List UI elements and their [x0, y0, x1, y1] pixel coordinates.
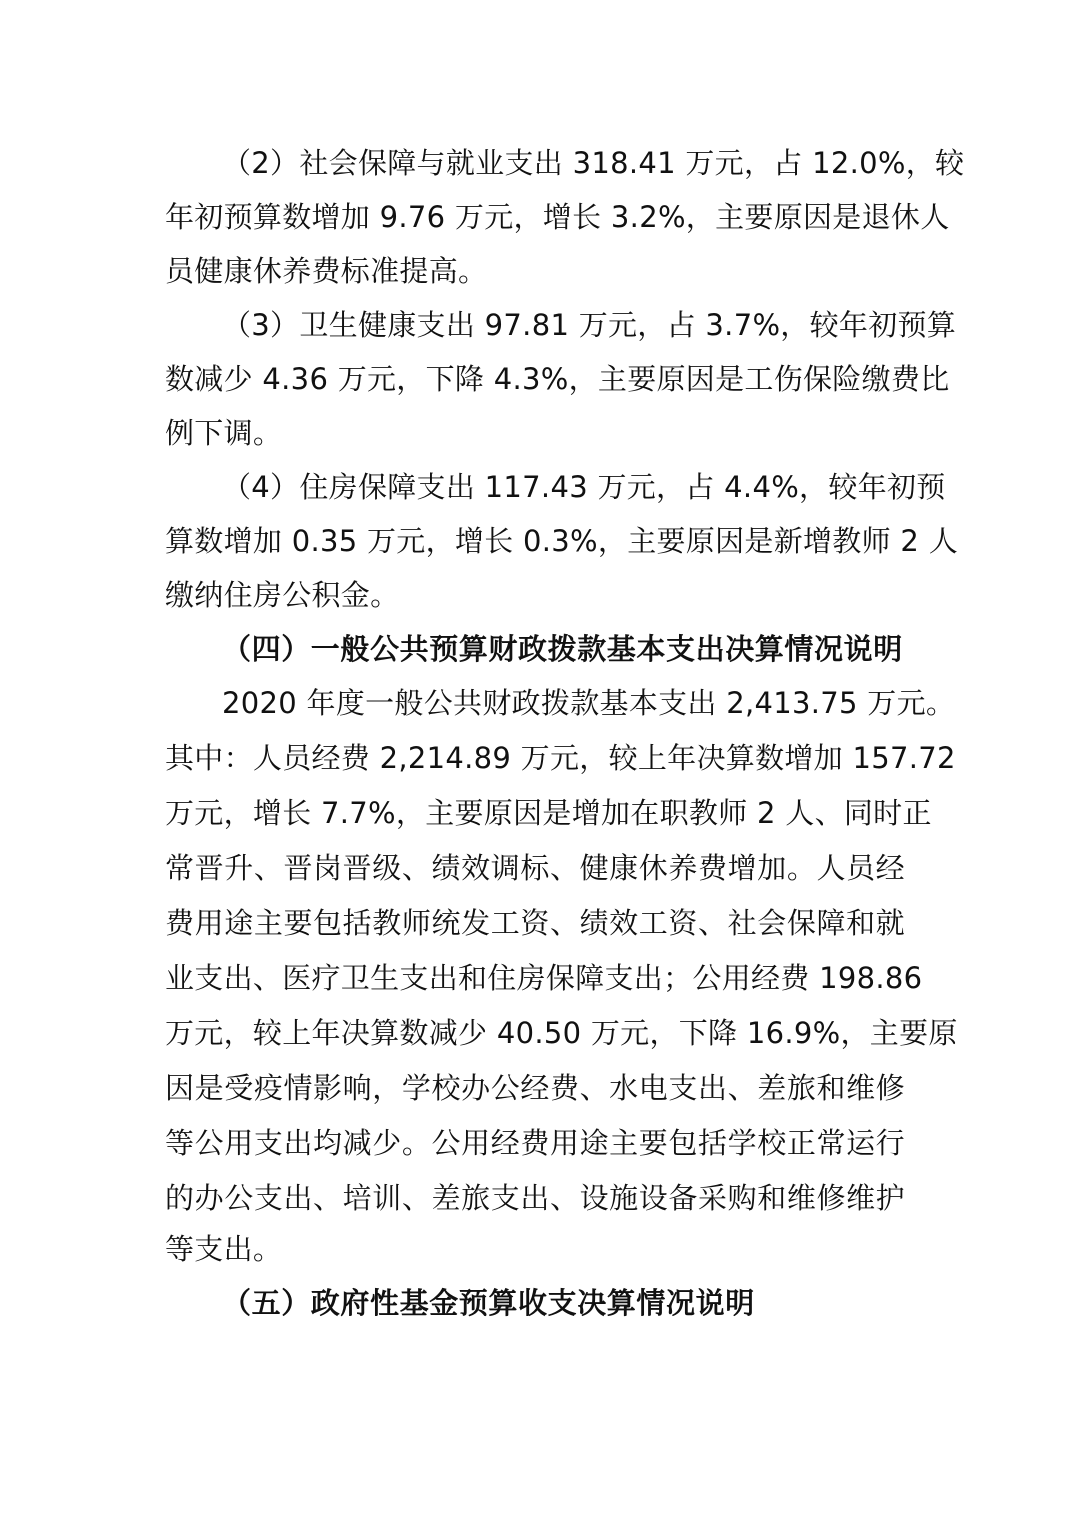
paragraph-3-line-2: 数减少 4.36 万元，下降 4.3%，主要原因是工伤保险缴费比 [165, 362, 950, 396]
section-4-line-1: 2020 年度一般公共财政拨款基本支出 2,413.75 万元。 [222, 686, 956, 720]
section-4-line-3: 万元，增长 7.7%，主要原因是增加在职教师 2 人、同时正 [165, 796, 932, 830]
paragraph-4-line-1: （4）住房保障支出 117.43 万元，占 4.4%，较年初预 [222, 470, 946, 504]
paragraph-4-line-2: 算数增加 0.35 万元，增长 0.3%，主要原因是新增教师 2 人 [165, 524, 958, 558]
section-4-line-9: 等公用支出均减少。公用经费用途主要包括学校正常运行 [165, 1126, 905, 1160]
section-4-line-6: 业支出、医疗卫生支出和住房保障支出；公用经费 198.86 [165, 961, 923, 995]
section-4-line-2: 其中：人员经费 2,214.89 万元，较上年决算数增加 157.72 [165, 741, 956, 775]
section-4-heading: （四）一般公共预算财政拨款基本支出决算情况说明 [222, 632, 903, 666]
paragraph-2-line-3: 员健康休养费标准提高。 [165, 254, 488, 288]
section-4-line-7: 万元，较上年决算数减少 40.50 万元，下降 16.9%，主要原 [165, 1016, 958, 1050]
paragraph-3-line-3: 例下调。 [165, 416, 283, 450]
paragraph-2-line-2: 年初预算数增加 9.76 万元，增长 3.2%，主要原因是退休人 [165, 200, 950, 234]
section-4-line-8: 因是受疫情影响，学校办公经费、水电支出、差旅和维修 [165, 1071, 905, 1105]
paragraph-4-line-3: 缴纳住房公积金。 [165, 578, 400, 612]
section-4-line-10: 的办公支出、培训、差旅支出、设施设备采购和维修维护 [165, 1181, 905, 1215]
paragraph-3-line-1: （3）卫生健康支出 97.81 万元，占 3.7%，较年初预算 [222, 308, 957, 342]
section-4-line-4: 常晋升、晋岗晋级、绩效调标、健康休养费增加。人员经 [165, 851, 905, 885]
paragraph-2-line-1: （2）社会保障与就业支出 318.41 万元，占 12.0%，较 [222, 146, 965, 180]
section-4-line-11: 等支出。 [165, 1232, 283, 1266]
section-4-line-5: 费用途主要包括教师统发工资、绩效工资、社会保障和就 [165, 906, 905, 940]
section-5-heading: （五）政府性基金预算收支决算情况说明 [222, 1286, 755, 1320]
